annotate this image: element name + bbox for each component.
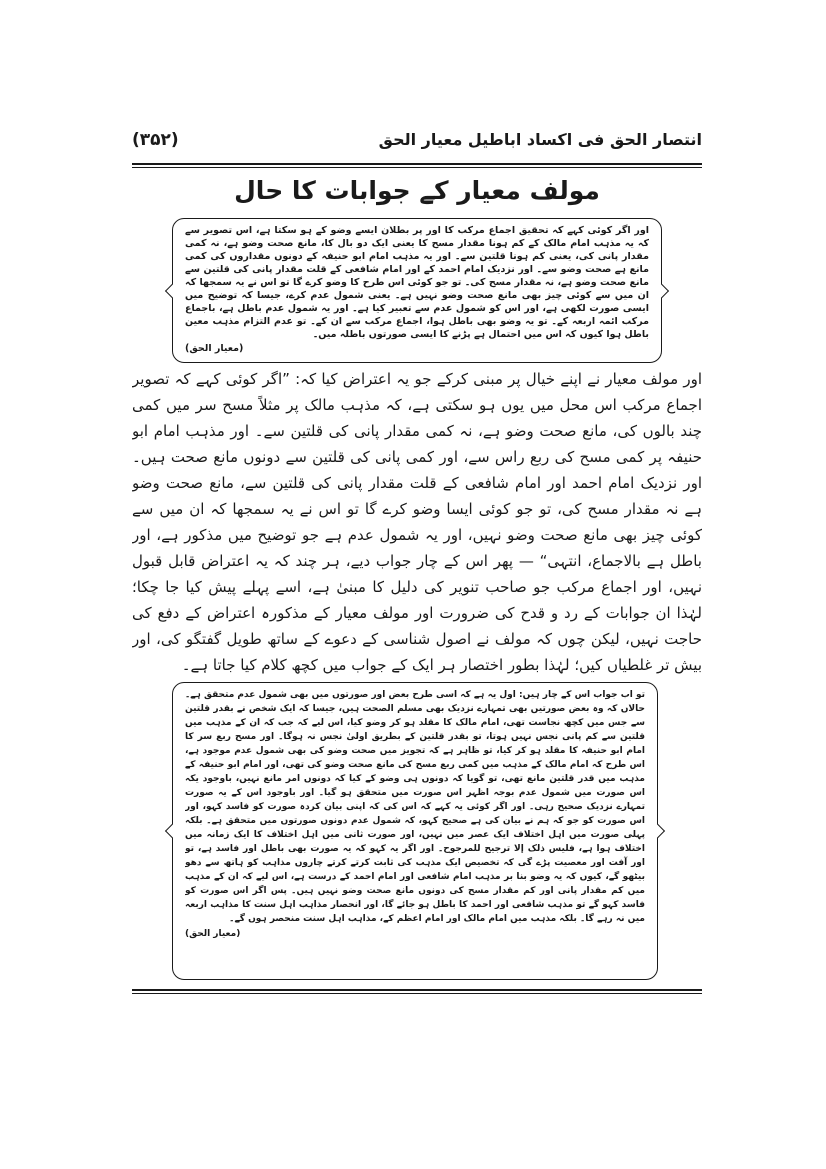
quote-box-1 — [172, 218, 662, 363]
page-header — [132, 130, 702, 162]
section-heading: مولف معیار کے جوابات کا حال — [234, 176, 600, 205]
header-rule-thin — [132, 167, 702, 168]
quote-2-source: (معیار الحق) — [185, 929, 241, 939]
body-paragraph: اور مولف معیار نے اپنے خیال پر مبنی کرکے جو یہ اعتراض کیا کہ: ”اگر کوئی کہے کہ تصویر اجماع مرکب اس محل میں یوں ہو سکتی ہے، کہ مذہب مالک پر مثلاً مسح سر میں کمی چند بالوں کی، مانع صحت وضو ہے، نہ کمی مقدار پانی کی قلتین سے۔ اور مذہب امام ابو حنیفہ پر کمی مسح کی ربع راس سے، اور کمی پانی کی قلتین سے دونوں مانع صحت ہیں۔ اور نزدیک امام احمد اور امام شافعی کے قلت مقدار پانی کی قلتین سے، مانع صحت وضو ہے نہ مقدار مسح کی، تو جو کوئی ایسا وضو کرے گا تو اس نے یہ سمجھا کہ ان میں سے کوئی چیز بھی مانع صحت وضو نہیں، اور یہ شمول عدم ہے جو توضیح میں مذکور ہے، اور باطل ہے بالاجماع، انتہی“ — پھر اس کے چار جواب دیے، ہر چند کہ یہ اعتراض قابل قبول نہیں، اور اجماع مرکب جو صاحب تنویر کی دلیل کا مبنیٰ ہے، اسے پہلے پیش کیا جا چکا؛ لہٰذا ان جوابات کے رد و قدح کی ضرورت اور مولف معیار کے مذکورہ اعتراض کے دفع کی حاجت نہیں، لیکن چوں کہ مولف نے اصول شناسی کے دعوے کے ساتھ طویل گفتگو کی، اور بیش تر غلطیاں کیں؛ لہٰذا بطور اختصار ہر ایک کے جواب میں کچھ کلام کیا جاتا ہے۔ — [132, 370, 702, 674]
quote-1-text: اور اگر کوئی کہے کہ تحقیق اجماع مرکب کا اور پر بطلان ایسے وضو کے ہو سکتا ہے، اس تصویر سے کہ یہ مذہب امام مالک کے کم ہونا مقدار مسح کا یعنی ایک دو بال کا، مانع صحت وضو ہے، نہ کمی مقدار پانی کی، یعنی کم ہونا قلتین سے۔ اور یہ مذہب امام ابو حنیفہ کے دونوں مقداروں کی کمی مانع ہے صحت وضو سے۔ اور نزدیک امام احمد کے اور امام شافعی کے قلت مقدار پانی کی قلتین سے مانع صحت وضو ہے، نہ مقدار مسح کی۔ تو جو کوئی اس طرح کا وضو کرے گا تو اس نے یہ سمجھا کہ ان میں سے کوئی چیز بھی مانع صحت وضو نہیں ہے۔ یعنی شمول عدم کرے، جیسا کہ توضیح میں ایسی صورت لکھی ہے، اور اس کو شمول عدم سے تعبیر کیا ہے۔ اور یہ شمول عدم باطل ہے، باجماع مرکب ائمہ اربعہ کے۔ تو یہ وضو بھی باطل ہوا، اجماع مرکب سے ان کے۔ تو عدم التزام مذہب معین باطل ہوا کیوں کہ اس میں احتمال ہے پڑنے کا ایسی صورتوں باطلہ میں۔ — [185, 225, 649, 340]
page-number: (۳۵۲) — [132, 130, 179, 150]
quote-1-source: (معیار الحق) — [185, 343, 244, 354]
quote-box-2 — [172, 682, 658, 980]
footer-rule — [132, 989, 702, 991]
quote-2-text: تو اب جواب اس کے چار ہیں: اول یہ ہے کہ اسی طرح بعض اور صورتوں میں بھی شمول عدم متحقق ہے۔ حالاں کہ وہ بعض صورتیں بھی تمہارے نزدیک بھی مسلم الصحت ہیں، جیسا کہ ایک شخص نے بقدر قلتین سے جس میں کچھ نجاست تھی، امام مالک کا مقلد ہو کر وضو کیا، اس لیے کہ جب کہ ان کے مذہب میں قلتین سے کم پانی نجس نہیں ہوتا، تو بقدر قلتین کے بطریق اولیٰ نجس نہ ہوگا۔ اور مسح ربع سر کا امام ابو حنیفہ کا مقلد ہو کر کیا، تو ظاہر ہے کہ تجویز میں صحت وضو کی بھی شمول عدم موجود ہے، اس طرح کہ امام مالک کے مذہب میں کمی ربع مسح کی مانع صحت وضو کی تھی، اور امام ابو حنیفہ کے مذہب میں قدر قلتین مانع تھی، تو گویا کہ دونوں ہی وضو کے کیا کہ دونوں امر مانع نہیں، باوجود یکہ اس صورت میں شمول عدم بوجہ اظہر اس صورت میں متحقق ہو گیا۔ اور باوجود اس کے یہ صورت تمہارے نزدیک صحیح رہی۔ اور اگر کوئی یہ کہے کہ اس کی کہ اپنی بیان کردہ صورت کو فاسد کہو، اور اس صورت کو جو کہ ہم نے بیان کی ہے صحیح کہو، کہ شمول عدم دونوں صورتوں میں متحقق ہے۔ بلکہ پہلی صورت میں اہل اختلاف ایک عصر میں نہیں، اور صورت ثانی میں اہل اختلاف کا ایک زمانہ میں اختلاف ہوا ہے، فلیس ذلک إلا ترجیح للمرجوح۔ اور اگر یہ کہو کہ یہ صورت بھی باطل اور فاسد ہے، تو اور آفت اور معصیت پڑے گی کہ تخصیص ایک مذہب کی ثابت کرتے کرتے چاروں مذاہب کو ہاتھ سے دھو بیٹھو گے، کیوں کہ یہ وضو بنا بر مذہب امام شافعی اور امام احمد کے درست ہے، اس لیے کہ ان کے مذہب میں کم مقدار پانی اور کم مقدار مسح کی دونوں مانع صحت وضو نہیں ہیں۔ پس اگر اس صورت کو فاسد کہو گے تو مذہب شافعی اور احمد کا باطل ہو جائے گا، اور انحصار مذاہب اہل سنت کا مذاہب اربعہ میں نہ رہے گا۔ بلکہ مذہب میں امام مالک اور امام اعظم کے، مذاہب اہل سنت منحصر ہوں گے۔ — [185, 690, 645, 924]
header-rule — [132, 163, 702, 165]
footer-rule-thin — [132, 993, 702, 994]
running-title: انتصار الحق فی اکساد اباطیل معیار الحق — [378, 130, 702, 149]
